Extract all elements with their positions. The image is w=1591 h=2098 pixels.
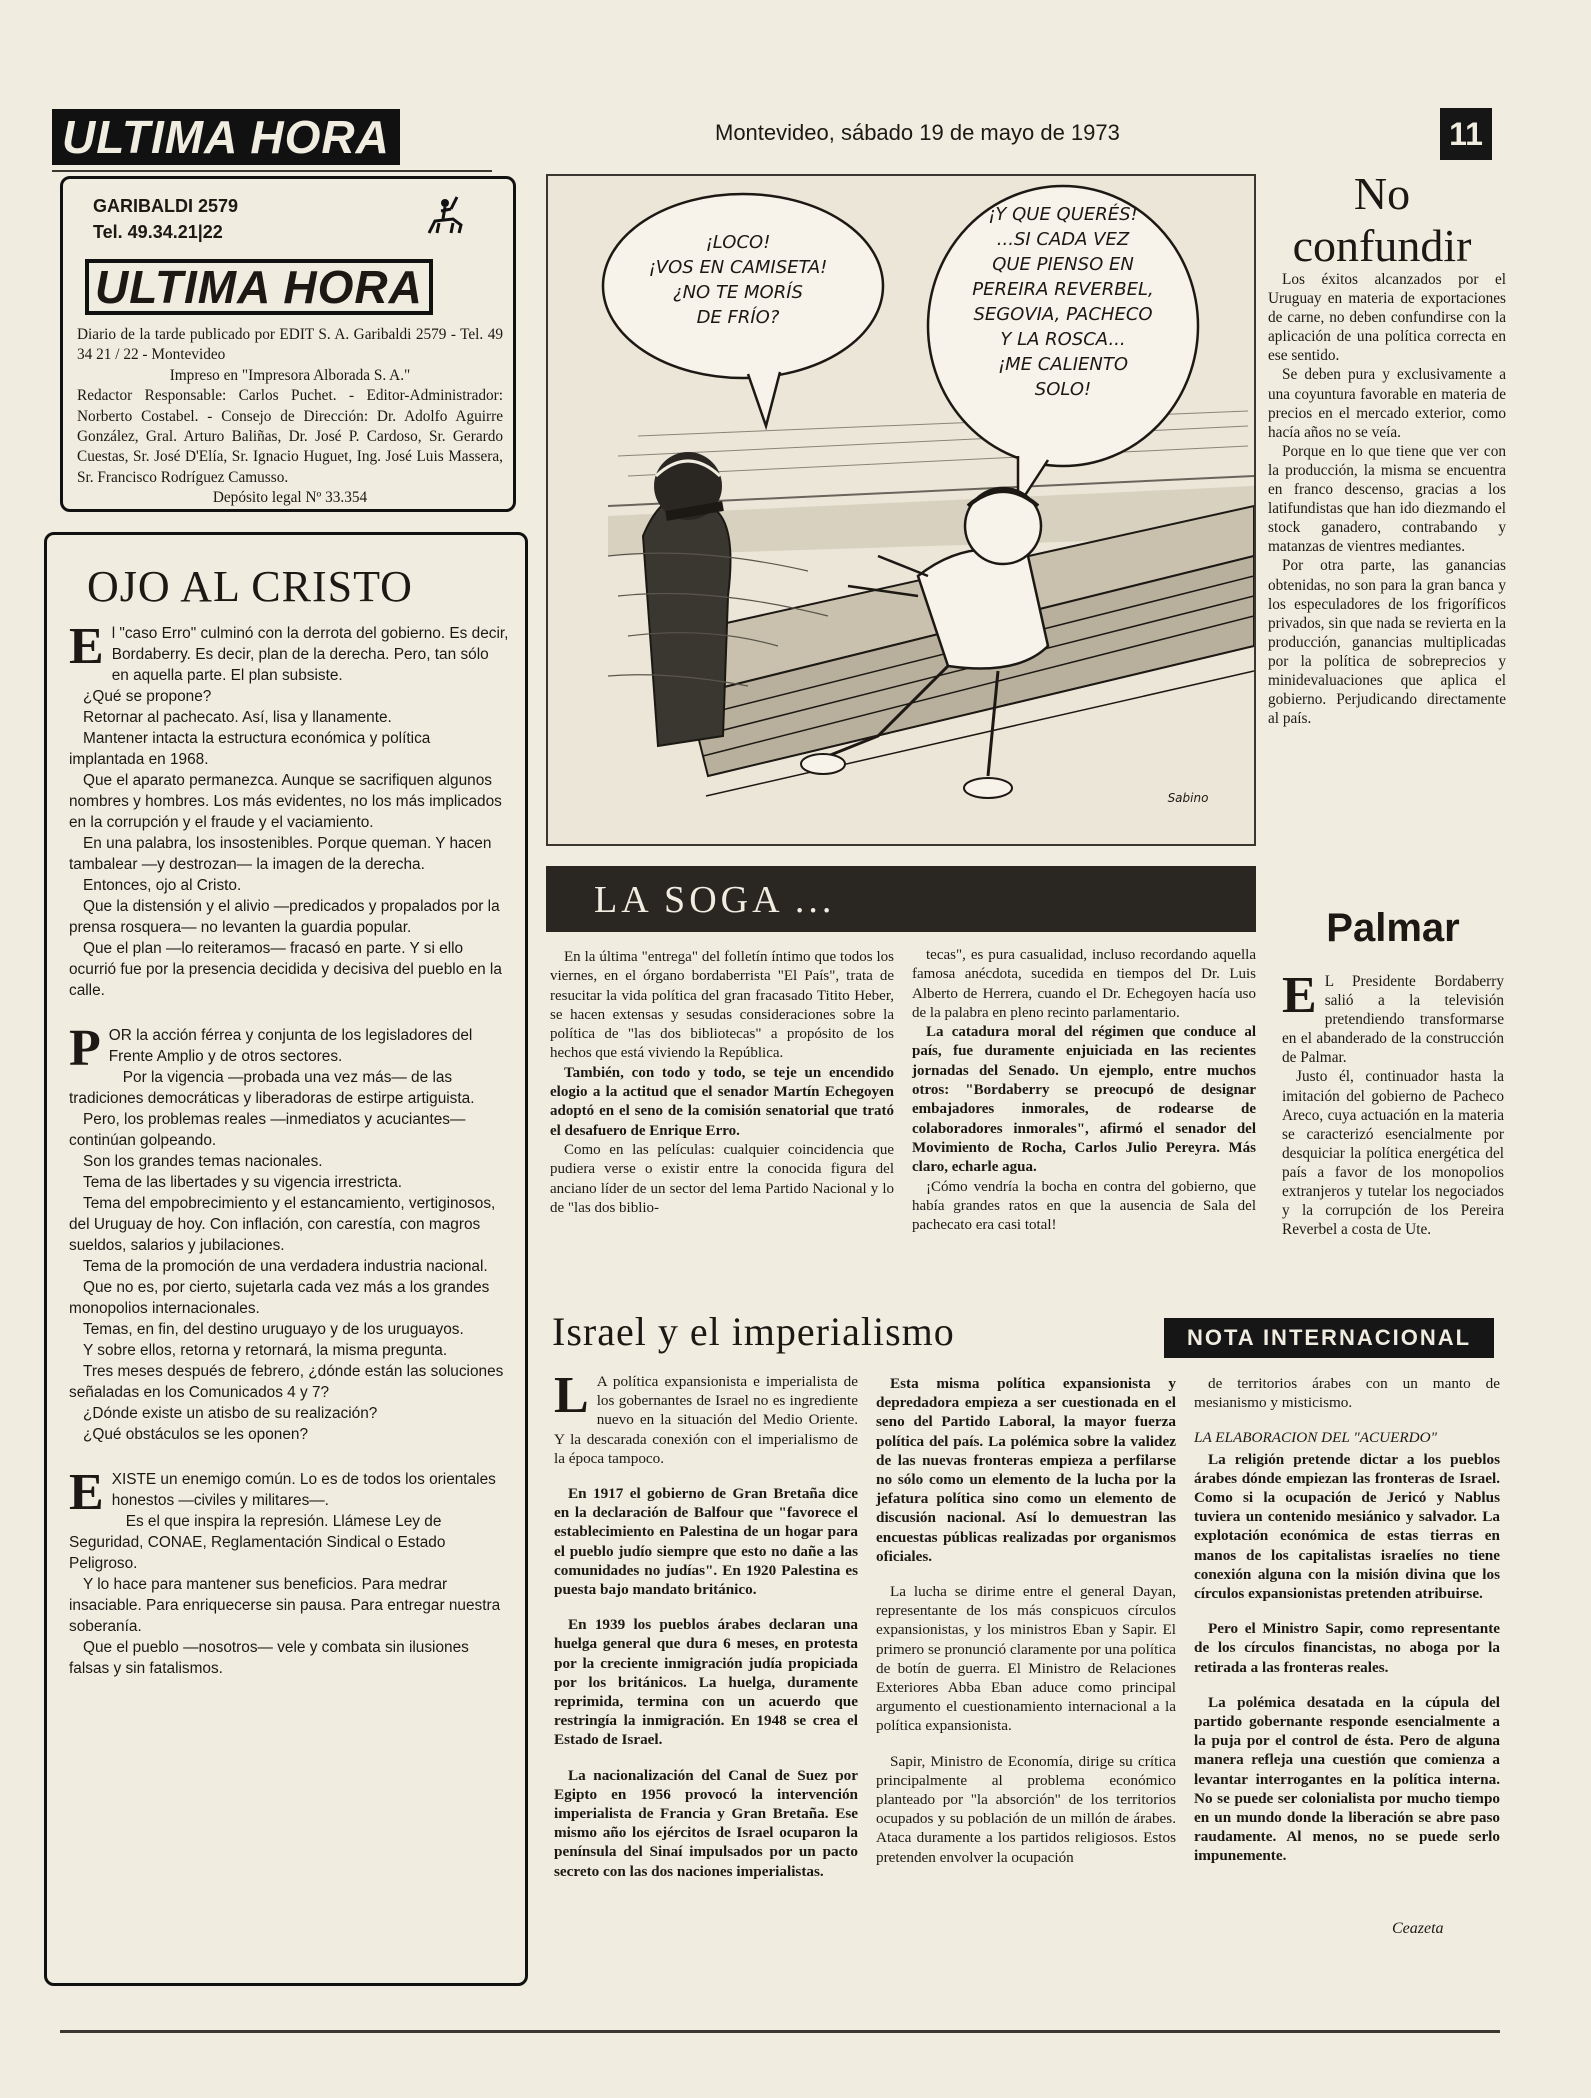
paragraph-text: La lucha se dirime entre el general Dayan, representante de los más conspicuos círculos expansionistas, y los ministros Eban y Sapir. El primero se pronunció claramente por una política de botín de guerra. El Ministro de Relaciones Exteriores Abba Eban aduce como principal argumento el cuestionamiento internacional a la política expansionista.	[876, 1583, 1176, 1735]
palmar-paragraph	[1282, 1067, 1504, 1239]
paragraph-text: Y sobre ellos, retorna y retornará, la misma pregunta.	[83, 1342, 448, 1359]
imprint-logo-text: ULTIMA HORA	[85, 259, 433, 315]
editorial-paragraph	[69, 1340, 509, 1361]
imprint-line: Redactor Responsable: Carlos Puchet. - Editor-Administrador: Norberto Costabel. - Consejo de Dirección: Dr. Adolfo Aguirre González, Gral. Arturo Baliñas, Dr. José P. Cardoso, Sr. Gerardo Cuestas, Sr. José D'Elía, Sr. Ignacio Huguet, Ing. José Luis Massera, Sr. Francisco Rodríguez Camusso.	[77, 387, 503, 486]
editorial-paragraph	[69, 1256, 509, 1277]
imprint-phone: Tel. 49.34.21|22	[93, 222, 223, 242]
bubble-line: ...SI CADA VEZ	[996, 229, 1130, 250]
israel-paragraph	[1194, 1450, 1500, 1604]
paragraph-text: Por la vigencia —probada una vez más— de las tradiciones democráticas y liberadoras de estirpe artiguista.	[69, 1069, 475, 1107]
editorial-paragraph	[69, 1361, 509, 1403]
paragraph-text: Es el que inspira la represión. Llámese Ley de Seguridad, CONAE, Reglamentación Sindical o Estado Peligroso.	[69, 1513, 446, 1572]
paragraph-text: ¿Qué obstáculos se les oponen?	[83, 1426, 309, 1443]
bubble-line: QUE PIENSO EN	[992, 254, 1134, 275]
editorial-cartoon	[546, 174, 1256, 846]
editorial-paragraph	[69, 1193, 509, 1256]
paragraph-text: La polémica desatada en la cúpula del partido gobernante responde esencialmente a la puja por el control de ésta. Pero de alguna manera refleja una cuestión que comienza a levantar interrogantes en la política interna. No se puede ser colonialista por mucho tiempo en un mundo donde la liberación se abre paso raudamente. Al menos, no se puede serlo impunemente.	[1194, 1693, 1500, 1865]
paragraph-text: Entonces, ojo al Cristo.	[83, 877, 242, 894]
paragraph-text: L Presidente Bordaberry salió a la televisión pretendiendo transformarse en el abanderado de la construcción de Palmar.	[1282, 973, 1504, 1067]
cartoon-signature: Sabino	[1167, 791, 1209, 805]
imprint-address-block	[93, 193, 343, 245]
paragraph-text: Que la distensión y el alivio —predicados y propalados por la prensa rosquera— no levanten la guardia popular.	[69, 898, 500, 936]
bubble-line: ¿NO TE MORÍS	[673, 282, 803, 303]
palmar-paragraph	[1282, 967, 1504, 1067]
bubble-line: Y LA ROSCA...	[1000, 329, 1126, 350]
masthead-logo-text: ULTIMA HORA	[52, 109, 400, 165]
editorial-paragraph	[69, 938, 509, 1001]
editorial-paragraph	[69, 1511, 509, 1574]
paragraph-text: Justo él, continuador hasta la imitación del gobierno de Pacheco Areco, cuya actuación en la materia se caracterizó esencialmente por desquiciar la política energética del país a favor de los monopolios extranjeros y tutelar los negociados y la corrupción de los Pereira Reverbel a costa de Ute.	[1282, 1068, 1504, 1239]
editorial-title: OJO AL CRISTO	[87, 562, 413, 611]
no-confundir-title-line: confundir	[1292, 220, 1472, 271]
israel-subheading: LA ELABORACION DEL "ACUERDO"	[1194, 1429, 1437, 1447]
masthead-rule	[52, 170, 492, 172]
no-confundir-paragraph: Los éxitos alcanzados por el Uruguay en materia de exportaciones de carne, no deben confundirse con la aplicación de una política correcta en ese sentido.	[1268, 271, 1506, 365]
editorial-paragraph	[69, 728, 509, 770]
bubble-line: ¡VOS EN CAMISETA!	[648, 257, 828, 278]
imprint-box	[60, 176, 516, 512]
paragraph-text: OR la acción férrea y conjunta de los legisladores del Frente Amplio y de otros sectores.	[108, 1027, 473, 1065]
israel-column-3	[1194, 1374, 1500, 1866]
israel-paragraph	[1194, 1374, 1500, 1412]
israel-paragraph	[554, 1484, 858, 1599]
paragraph-text: Que el pueblo —nosotros— vele y combata sin ilusiones falsas y sin fatalismos.	[69, 1639, 469, 1677]
imprint-address: GARIBALDI 2579	[93, 196, 239, 216]
masthead-logo	[52, 106, 432, 168]
soga-paragraph: También, con todo y todo, se teje un encendido elogio a la actitud que el senador Martín Echegoyen adoptó en el seno de la comisión senatorial que trató el desafuero de Enrique Erro.	[550, 1064, 894, 1139]
editorial-paragraph	[69, 1151, 509, 1172]
soga-title: LA SOGA ...	[594, 879, 836, 921]
editorial-paragraph	[69, 833, 509, 875]
paragraph-text: Mantener intacta la estructura económica y política implantada en 1968.	[69, 730, 431, 768]
israel-paragraph	[876, 1752, 1176, 1867]
editorial-paragraph	[69, 1109, 509, 1151]
palmar-body	[1282, 967, 1504, 1239]
no-confundir-body	[1268, 270, 1506, 728]
editorial-paragraph	[69, 686, 509, 707]
no-confundir-paragraph: Se deben pura y exclusivamente a una coyuntura favorable en materia de precios en el mercado exterior, como hacía años no se veía.	[1268, 366, 1506, 441]
soga-paragraph: En la última "entrega" del folletín íntimo que todos los viernes, en el órgano bordaberrista "El País", trata de resucitar la vida política del gran fracasado Titito Heber, se hacen extensas y sesudas consideraciones sobre la política de "las dos bibliotecas" a propósito de los hechos que está viviendo la República.	[550, 949, 894, 1062]
editorial-paragraph	[69, 1403, 509, 1424]
editorial-body	[69, 618, 509, 1679]
imprint-line: Depósito legal Nº 33.354	[212, 489, 368, 507]
page-number: 11	[1440, 108, 1492, 160]
paragraph-text: ¿Dónde existe un atisbo de su realización?	[83, 1405, 378, 1422]
paragraph-text: Y lo hace para mantener sus beneficios. Para medrar insaciable. Para enriquecerse sin pausa. Para entregar nuestra soberanía.	[69, 1576, 501, 1635]
bubble-line: ¡Y QUE QUERÉS!	[988, 204, 1138, 225]
israel-column-2	[876, 1374, 1176, 1867]
editorial-paragraph	[69, 1067, 509, 1109]
israel-paragraph	[554, 1766, 858, 1881]
speech-bubble-left	[608, 230, 868, 330]
drop-cap: L	[554, 1367, 589, 1424]
paragraph-text: Temas, en fin, del destino uruguayo y de los uruguayos.	[83, 1321, 464, 1338]
paragraph-text: Retornar al pachecato. Así, lisa y llanamente.	[83, 709, 392, 726]
editorial-paragraph	[69, 707, 509, 728]
bubble-line: DE FRÍO?	[696, 307, 780, 328]
israel-paragraph	[554, 1367, 858, 1468]
no-confundir-paragraph: Porque en lo que tiene que ver con la producción, la misma se encuentra en franco descenso, gracias a los latifundistas que han ido diezmando el stock ganadero, contrabando y matanzas de vientres mediantes.	[1268, 442, 1506, 556]
palmar-title: Palmar	[1326, 906, 1460, 950]
paragraph-text: En 1939 los pueblos árabes declaran una huelga general que dura 6 meses, en protesta por la creciente inmigración judía propiciada por los británicos. La huelga, duramente reprimida, termina con un acuerdo que restringía la inmigración. En 1948 se crea el Estado de Israel.	[554, 1616, 858, 1749]
paragraph-text: l "caso Erro" culminó con la derrota del gobierno. Es decir, Bordaberry. Es decir, plan de la derecha. Pero, tan sólo en aquella parte. El plan subsiste.	[111, 625, 509, 684]
soga-paragraph: tecas", es pura casualidad, incluso recordando aquella famosa anécdota, sucedida en tiempos del Dr. Luis Alberto de Herrera, cuando el Dr. Echegoyen hacía uso de la palabra en pleno recinto parlamentario.	[912, 947, 1256, 1021]
paragraph-text: ¿Qué se propone?	[83, 688, 212, 705]
paragraph-text: Tema de la promoción de una verdadera industria nacional.	[83, 1258, 488, 1275]
bubble-line: SEGOVIA, PACHECO	[973, 304, 1153, 325]
paragraph-text: La religión pretende dictar a los pueblos árabes dónde empiezan las fronteras de Israel. Como si la ocupación de Jericó y Nablus tuviera un contenido mesiánico y salvador. La explotación económica de estas tierras en manos de los capitalistas israelíes no tiene conexión alguna con la misión divina que los círculos expansionistas pretenden atribuirse.	[1194, 1450, 1500, 1603]
drop-cap: P	[69, 1020, 101, 1077]
masthead-date: Montevideo, sábado 19 de mayo de 1973	[715, 120, 1120, 145]
footer-rule	[60, 2030, 1500, 2033]
imprint-line: Diario de la tarde publicado por EDIT S. A. Garibaldi 2579 - Tel. 49 34 21 / 22 - Montevideo	[77, 326, 503, 364]
bubble-line: SOLO!	[1034, 379, 1092, 400]
paragraph-text: Tema de las libertades y su vigencia irrestricta.	[83, 1174, 403, 1191]
bubble-line: ¡LOCO!	[705, 232, 771, 253]
editorial-paragraph	[69, 1637, 509, 1679]
editorial-paragraph	[69, 1424, 509, 1445]
editorial-paragraph	[69, 770, 509, 833]
paragraph-text: de territorios árabes con un manto de mesianismo y misticismo.	[1194, 1375, 1500, 1412]
paragraph-text: Que el aparato permanezca. Aunque se sacrifiquen algunos nombres y hombres. Los más evidentes, no los más implicados en la corrupción y el fraude y el vaciamiento.	[69, 772, 502, 831]
israel-column-1	[554, 1367, 858, 1881]
drop-cap: E	[69, 1464, 104, 1521]
paragraph-text: Pero, los problemas reales —inmediatos y acuciantes— continúan golpeando.	[69, 1111, 466, 1149]
israel-paragraph	[554, 1615, 858, 1749]
paragraph-text: Pero el Ministro Sapir, como representante de los círculos financistas, no aboga por la retirada a las fronteras reales.	[1194, 1620, 1500, 1676]
no-confundir-paragraph: Por otra parte, las ganancias obtenidas, no son para la gran banca y los especuladores de los frigoríficos privados, sin que nada se revierta en la producción, ganancias multiplicadas por la política de sobreprecios y minidevaluaciones que aplica el gobierno. Perjudicando directamente al país.	[1268, 557, 1506, 728]
horseman-icon	[423, 193, 467, 241]
paragraph-text: Que no es, por cierto, sujetarla cada vez más a los grandes monopolios internacionales.	[69, 1279, 490, 1317]
paragraph-text: Tres meses después de febrero, ¿dónde están las soluciones señaladas en los Comunicados 4 y 7?	[69, 1363, 504, 1401]
soga-paragraph: Como en las películas: cualquier coincidencia que pudiera verse o existir entre la conocida figura del anciano líder de un sector del lema Partido Nacional y lo de "las dos biblio-	[550, 1141, 894, 1216]
soga-column-1	[550, 948, 894, 1218]
speech-bubble-right	[943, 202, 1183, 402]
paragraph-text: Esta misma política expansionista y depredadora empieza a ser cuestionada en el seno del Partido Laboral, la mayor fuerza política del país. La polémica sobre la validez de las nuevas fronteras empieza a perfilarse no sólo como un elemento de la lucha por la jefatura política sino como un elemento de discusión nacional. Así lo demuestran las encuestas públicas realizadas por organismos oficiales.	[876, 1375, 1176, 1565]
bubble-line: PEREIRA REVERBEL,	[972, 279, 1154, 300]
israel-paragraph	[1194, 1619, 1500, 1677]
editorial-paragraph	[69, 1277, 509, 1319]
paragraph-text: Tema del empobrecimiento y el estancamiento, vertiginosos, del Uruguay de hoy. Con inflación, con carestía, con magros sueldos, salarios y jubilaciones.	[69, 1195, 496, 1254]
soga-column-2	[912, 946, 1256, 1235]
paragraph-text: Sapir, Ministro de Economía, dirige su crítica principalmente al problema económico planteado por "la absorción" de los territorios ocupados y su población de un millón de árabes. Ataca duramente a los partidos religiosos. Estos pretenden envolver la ocupación	[876, 1752, 1176, 1866]
israel-paragraph	[1194, 1693, 1500, 1866]
drop-cap: E	[1282, 967, 1317, 1024]
israel-paragraph	[876, 1374, 1176, 1566]
no-confundir-title	[1262, 168, 1502, 272]
israel-paragraph	[876, 1582, 1176, 1736]
editorial-paragraph	[69, 1319, 509, 1340]
editorial-paragraph	[69, 875, 509, 896]
editorial-paragraph	[69, 1574, 509, 1637]
imprint-text	[77, 325, 503, 509]
paragraph-text: XISTE un enemigo común. Lo es de todos los orientales honestos —civiles y militares—.	[111, 1471, 496, 1509]
soga-paragraph: ¡Cómo vendría la bocha en contra del gobierno, que había grandes ratos en que la ausencia de Sala del pachecato era casi total!	[912, 1178, 1256, 1234]
imprint-logo	[85, 257, 485, 317]
imprint-line: Impreso en "Impresora Alborada S. A."	[169, 366, 411, 384]
israel-byline: Ceazeta	[1392, 1920, 1444, 1937]
drop-cap: E	[69, 618, 104, 675]
soga-paragraph: La catadura moral del régimen que conduce al país, fue duramente enjuiciada en las recientes jornadas del Senado. Un ejemplo, entre muchos otros: "Bordaberry se preocupó de designar embajadores inmorales, de rodearse de colaboradores inmorales", afirmó el senador del Movimiento de Rocha, Carlos Julio Pereyra. Más claro, echarle agua.	[912, 1024, 1256, 1176]
paragraph-text: Que el plan —lo reiteramos— fracasó en parte. Y si ello ocurrió fue por la presencia decidida y decisiva del pueblo en la calle.	[69, 940, 502, 999]
editorial-paragraph	[69, 1464, 509, 1521]
paragraph-text: En una palabra, los insostenibles. Porque queman. Y hacen tambalear —y destrozan— la imagen de la derecha.	[69, 835, 492, 873]
editorial-paragraph	[69, 618, 509, 686]
nota-internacional-tag: NOTA INTERNACIONAL	[1186, 1325, 1472, 1350]
editorial-paragraph	[69, 1020, 509, 1077]
israel-title: Israel y el imperialismo	[552, 1309, 955, 1354]
editorial-paragraph	[69, 1172, 509, 1193]
paragraph-text: La nacionalización del Canal de Suez por Egipto en 1956 provocó la intervención imperialista de Francia y Gran Bretaña. Ese mismo año los ejércitos de Israel ocuparon la península del Sinaí impulsados por un pacto secreto con las dos naciones imperialistas.	[554, 1766, 858, 1880]
paragraph-text: Son los grandes temas nacionales.	[83, 1153, 323, 1170]
paragraph-text: A política expansionista e imperialista de los gobernantes de Israel no es ingrediente nuevo en la situación del Medio Oriente. Y la descarada conexión con el imperialismo de la época tampoco.	[554, 1373, 858, 1467]
paragraph-text: En 1917 el gobierno de Gran Bretaña dice en la declaración de Balfour que "favorece el establecimiento en Palestina de un hogar para el pueblo judío siempre que esto no dañe a las comunidades no judías". En 1920 Palestina es puesta bajo mandato británico.	[554, 1485, 858, 1599]
editorial-paragraph	[69, 896, 509, 938]
bubble-line: ¡ME CALIENTO	[997, 354, 1129, 375]
editorial-box	[44, 532, 528, 1986]
no-confundir-title-line: No	[1353, 168, 1411, 219]
